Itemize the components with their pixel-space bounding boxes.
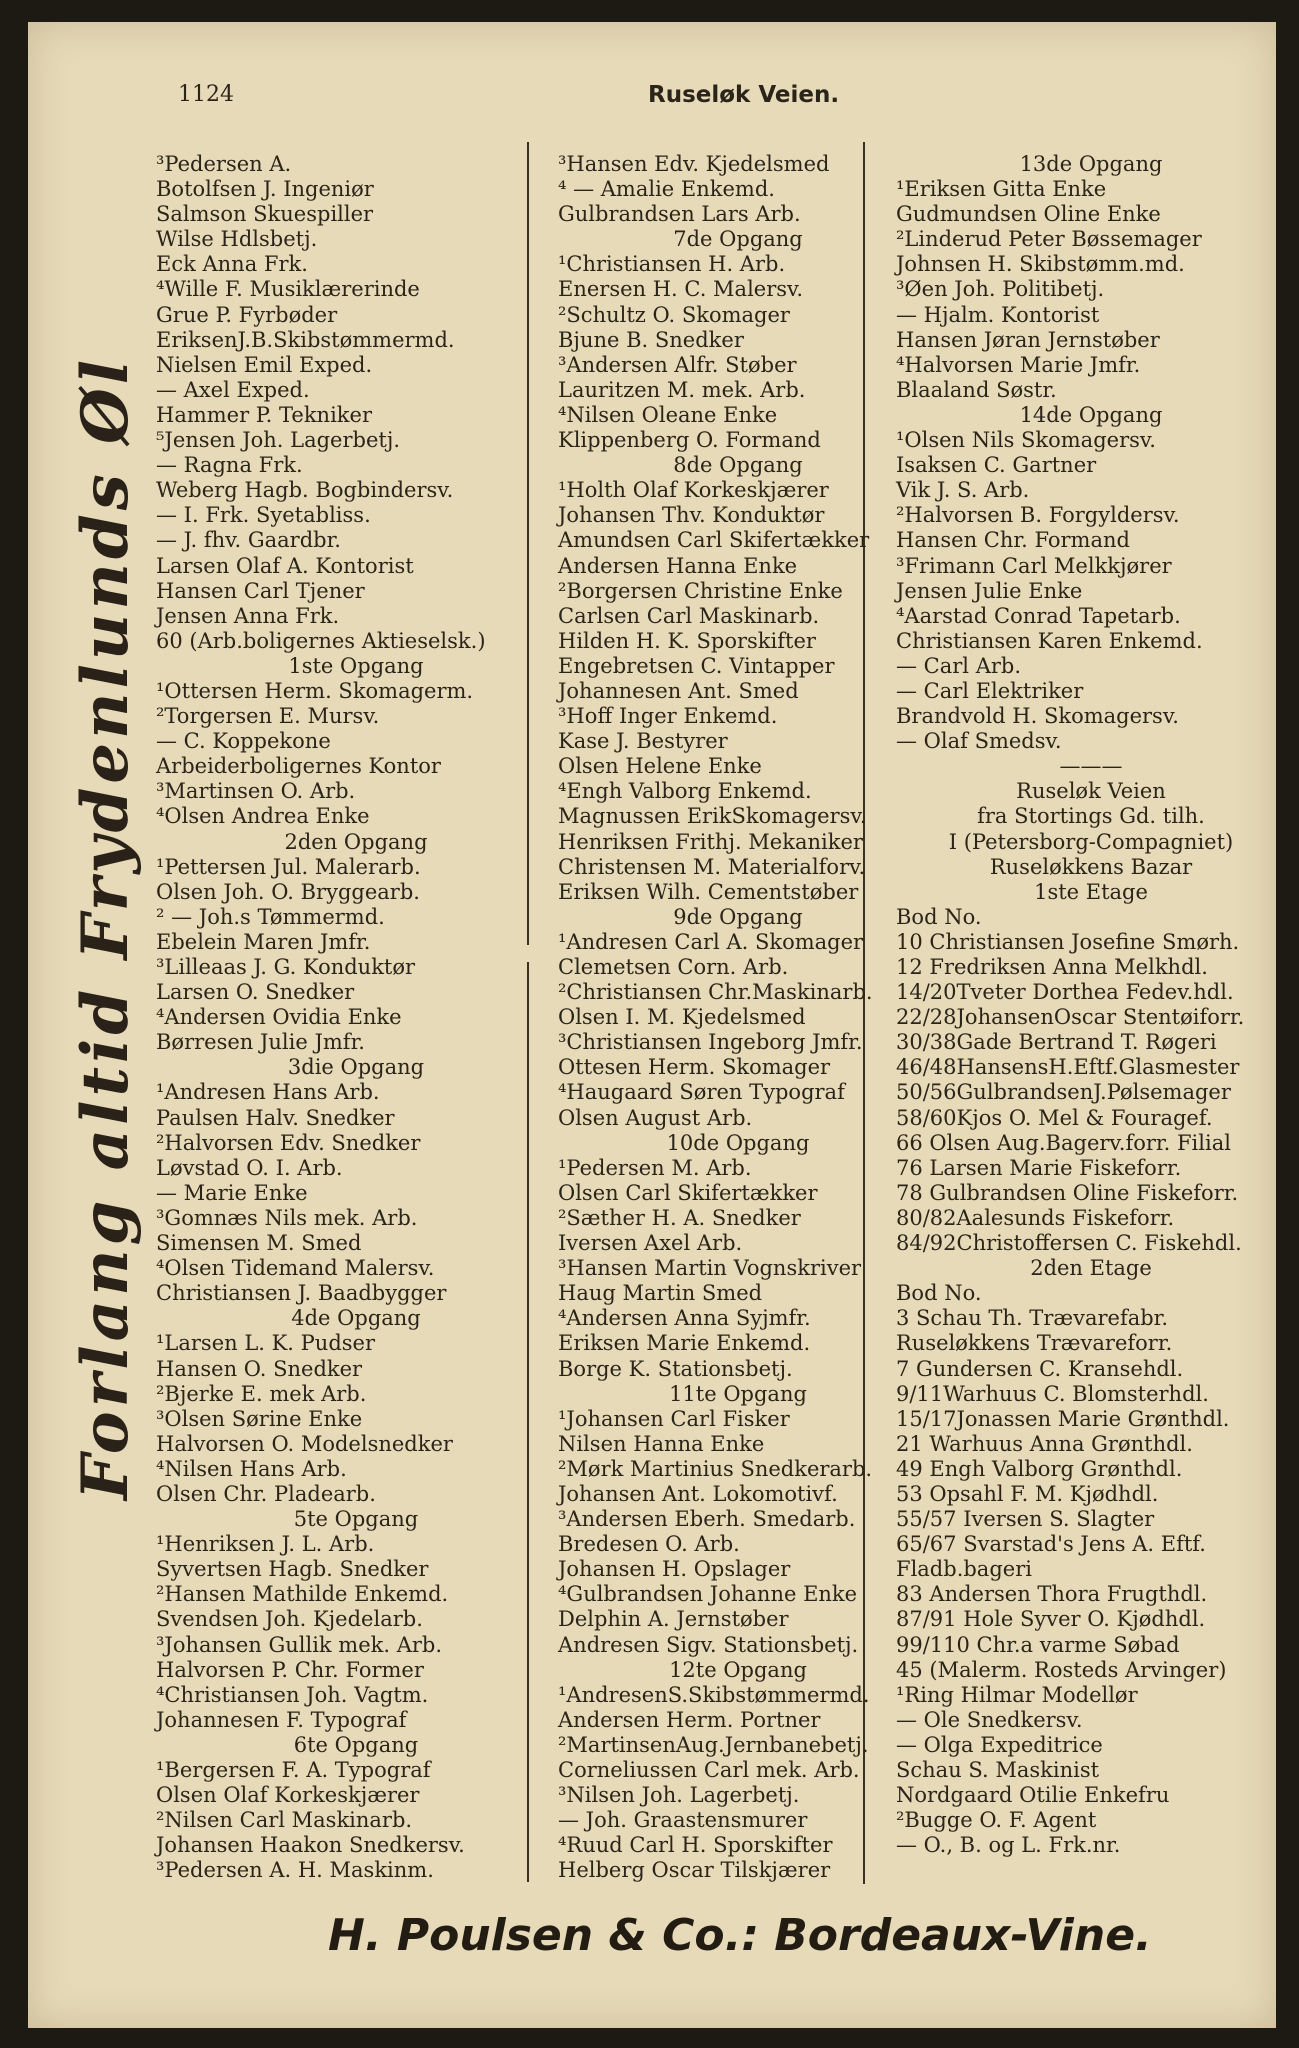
directory-entry: Fladb.bageri [896,1557,1032,1582]
directory-entry: ¹Olsen Nils Skomagersv. [896,428,1156,453]
directory-entry: Olsen I. M. Kjedelsmed [558,1005,806,1030]
directory-entry: Iversen Axel Arb. [558,1231,743,1256]
directory-entry: ⁴ — Amalie Enkemd. [558,177,775,202]
directory-entry: ¹Ottersen Herm. Skomagerm. [156,678,474,703]
directory-entry: 13de Opgang [1019,152,1163,176]
directory-entry: Paulsen Halv. Snedker [156,1105,395,1130]
directory-entry: ²Linderud Peter Bøssemager [896,227,1202,252]
directory-entry: — O., B. og L. Frk.nr. [896,1833,1121,1858]
directory-entry: 30/38Gade Bertrand T. Røgeri [896,1030,1217,1055]
directory-entry: ⁵Jensen Joh. Lagerbetj. [156,428,401,453]
directory-entry: Jensen Julie Enke [896,578,1083,603]
directory-entry: ⁴Halvorsen Marie Jmfr. [896,352,1141,377]
directory-entry: ³Hansen Martin Vognskriver [558,1256,862,1281]
directory-entry: ¹Bergersen F. A. Typograf [156,1758,431,1782]
directory-entry: ²Halvorsen Edv. Snedker [156,1130,421,1155]
directory-entry: — Axel Exped. [156,377,310,402]
directory-entry: Løvstad O. I. Arb. [156,1155,343,1180]
directory-entry: Hansen Carl Tjener [156,578,365,603]
directory-entry: Olsen Carl Skifertækker [558,1180,818,1205]
directory-entry: — Joh. Graastensmurer [558,1808,808,1833]
directory-entry: ²Nilsen Carl Maskinarb. [156,1808,413,1833]
directory-entry: Borge K. Stationsbetj. [558,1356,793,1381]
directory-entry: EriksenJ.B.Skibstømmermd. [156,327,455,352]
directory-entry: ⁴Nilsen Hans Arb. [156,1456,347,1481]
directory-entry: Carlsen Carl Maskinarb. [558,603,820,628]
directory-entry: Eck Anna Frk. [156,252,308,277]
directory-entry: Ruseløkkens Bazar [989,854,1193,879]
directory-entry: 9de Opgang [673,904,803,929]
directory-entry: 14de Opgang [1019,402,1163,427]
directory-entry: Hansen Chr. Formand [896,528,1130,553]
directory-entry: Weberg Hagb. Bogbindersv. [156,478,454,503]
directory-entry: Svendsen Joh. Kjedelarb. [156,1607,423,1632]
directory-entry: Haug Martin Smed [558,1281,763,1306]
directory-entry: — Olga Expeditrice [896,1732,1103,1757]
directory-entry: 7 Gundersen C. Kransehdl. [896,1356,1184,1381]
directory-entry: Klippenberg O. Formand [558,428,821,453]
directory-entry: ¹Ring Hilmar Modellør [896,1682,1138,1707]
directory-entry: 76 Larsen Marie Fiskeforr. [896,1155,1182,1180]
directory-entry: Olsen Chr. Pladearb. [156,1481,376,1506]
directory-entry: ⁴Haugaard Søren Typograf [558,1080,845,1105]
directory-entry: Blaaland Søstr. [896,377,1057,402]
directory-entry: Magnussen ErikSkomagersv. [558,804,867,829]
directory-entry: Børresen Julie Jmfr. [156,1030,365,1055]
directory-entry: Olsen Helene Enke [558,754,762,779]
directory-entry: Isaksen C. Gartner [896,453,1097,478]
directory-entry: ⁴Olsen Andrea Enke [156,804,370,829]
directory-entry: 9/11Warhuus C. Blomsterhdl. [896,1381,1209,1406]
directory-entry: Johansen H. Opslager [558,1557,791,1582]
footer-advertisement: H. Poulsen & Co.: Bordeaux-Vine. [328,1910,1152,1961]
directory-entry: Andresen Sigv. Stationsbetj. [558,1632,859,1657]
directory-entry: Lauritzen M. mek. Arb. [558,377,806,402]
directory-entry: Hammer P. Tekniker [156,402,372,427]
directory-entry: ²Hansen Mathilde Enkemd. [156,1582,449,1607]
directory-entry: 4de Opgang [291,1306,421,1331]
directory-entry: ²Torgersen E. Mursv. [156,704,380,729]
directory-entry: Johnsen H. Skibstømm.md. [896,252,1185,277]
directory-entry: ²Schultz O. Skomager [558,302,790,327]
directory-entry: ²Sæther H. A. Snedker [558,1205,801,1230]
directory-entry: ³Frimann Carl Melkkjører [896,553,1172,578]
directory-entry: 55/57 Iversen S. Slagter [896,1507,1155,1532]
directory-entry: 14/20Tveter Dorthea Fedev.hdl. [896,980,1234,1005]
directory-entry: ⁴Nilsen Oleane Enke [558,402,778,427]
directory-entry: 22/28JohansenOscar Stentøiforr. [896,1005,1245,1030]
directory-entry: — Carl Arb. [896,653,1022,678]
directory-entry: ¹Johansen Carl Fisker [558,1406,790,1431]
directory-entry: Schau S. Maskinist [896,1758,1100,1782]
directory-entry: Halvorsen O. Modelsnedker [156,1431,453,1456]
directory-entry: Ruseløkkens Trævareforr. [896,1331,1173,1356]
directory-entry: ²Bjerke E. mek Arb. [156,1381,367,1406]
directory-entry: 84/92Christoffersen C. Fiskehdl. [896,1231,1242,1256]
directory-entry: ⁴Engh Valborg Enkemd. [558,779,812,804]
directory-entry: ¹Larsen L. K. Pudser [156,1331,376,1356]
directory-entry: Nilsen Hanna Enke [558,1431,765,1456]
directory-entry: 58/60Kjos O. Mel & Fouragef. [896,1105,1213,1130]
directory-entry: 99/110 Chr.a varme Søbad [896,1632,1180,1657]
directory-entry: 8de Opgang [673,453,803,478]
directory-entry: 6te Opgang [293,1732,419,1757]
directory-entry: Olsen Joh. O. Bryggearb. [156,879,420,904]
directory-entry: ¹Christiansen H. Arb. [558,252,786,277]
directory-entry: 10de Opgang [666,1130,810,1155]
directory-entry: 80/82Aalesunds Fiskeforr. [896,1205,1175,1230]
directory-entry: ³Nilsen Joh. Lagerbetj. [558,1783,800,1808]
directory-entry: Olsen Olaf Korkeskjærer [156,1783,420,1808]
directory-entry: 60 (Arb.boligernes Aktieselsk.) [156,628,486,653]
directory-entry: Wilse Hdlsbetj. [156,227,318,252]
directory-entry: Ottesen Herm. Skomager [558,1055,831,1080]
directory-entry: Henriksen Frithj. Mekaniker [558,829,863,854]
directory-entry: Halvorsen P. Chr. Former [156,1657,424,1682]
directory-entry: Simensen M. Smed [156,1231,362,1256]
directory-entry: ⁴Andersen Ovidia Enke [156,1005,402,1030]
directory-entry: 21 Warhuus Anna Grønthdl. [896,1431,1193,1456]
directory-entry: Andersen Hanna Enke [558,553,798,578]
directory-entry: Engebretsen C. Vintapper [558,653,835,678]
directory-entry: Amundsen Carl Skifertækker [558,528,870,553]
directory-entry: Enersen H. C. Malersv. [558,277,804,302]
directory-entry: ¹Henriksen J. L. Arb. [156,1532,375,1557]
directory-entry: 46/48HansensH.Eftf.Glasmester [896,1055,1240,1080]
directory-entry: ² — Joh.s Tømmermd. [156,904,385,929]
directory-entry: ²Mørk Martinius Snedkerarb. [558,1456,873,1481]
directory-entry: — C. Koppekone [156,729,331,754]
directory-entry: — Hjalm. Kontorist [896,302,1100,327]
directory-entry: 3die Opgang [287,1055,425,1080]
directory-entry: Bod No. [896,1281,982,1306]
directory-entry: ²Halvorsen B. Forgyldersv. [896,503,1180,528]
directory-entry: ³Christiansen Ingeborg Jmfr. [558,1030,863,1055]
directory-entry: ¹Pettersen Jul. Malerarb. [156,854,421,879]
directory-entry: 12 Fredriksen Anna Melkhdl. [896,955,1208,979]
directory-entry: 12te Opgang [669,1657,807,1682]
directory-entry: 83 Andersen Thora Frugthdl. [896,1582,1208,1607]
directory-entry: Hilden H. K. Sporskifter [558,628,816,653]
directory-entry: Eriksen Wilh. Cementstøber [558,879,859,904]
directory-entry: Christiansen J. Baadbygger [156,1281,447,1306]
directory-entry: — Ragna Frk. [156,453,303,478]
directory-entry: ²MartinsenAug.Jernbanebetj. [558,1732,869,1757]
directory-entry: Bredesen O. Arb. [558,1532,740,1557]
directory-entry: 1ste Etage [1034,879,1148,904]
directory-entry: Larsen O. Snedker [156,980,355,1005]
directory-entry: 5te Opgang [293,1507,419,1532]
column-left [156,152,556,1883]
column-middle [558,152,918,1883]
directory-entry: Nordgaard Otilie Enkefru [896,1783,1170,1808]
directory-entry: Kase J. Bestyrer [558,729,728,754]
directory-entry: 50/56GulbrandsenJ.Pølsemager [896,1080,1231,1105]
directory-entry: ⁴Gulbrandsen Johanne Enke [558,1582,858,1607]
directory-entry: Ruseløk Veien [1016,779,1166,804]
directory-entry: ⁴Andersen Anna Syjmfr. [558,1306,811,1331]
directory-entry: Syvertsen Hagb. Snedker [156,1557,429,1582]
directory-entry: 1ste Opgang [288,653,424,678]
directory-entry: 15/17Jonassen Marie Grønthdl. [896,1406,1230,1431]
directory-entry: 2den Opgang [284,829,428,854]
directory-entry: Bjune B. Snedker [558,327,744,352]
directory-entry: — Olaf Smedsv. [896,729,1062,754]
directory-entry: Johannesen F. Typograf [156,1707,407,1732]
directory-entry: Helberg Oscar Tilskjærer [558,1858,831,1883]
directory-entry: ³Lilleaas J. G. Konduktør [156,955,416,979]
directory-entry: 3 Schau Th. Trævarefabr. [896,1306,1169,1331]
directory-entry: Gudmundsen Oline Enke [896,202,1161,227]
directory-entry: Hansen Jøran Jernstøber [896,327,1160,352]
directory-entry: ³Gomnæs Nils mek. Arb. [156,1205,418,1230]
directory-entry: ¹Andresen Hans Arb. [156,1080,380,1105]
directory-entry: ³Pedersen A. [156,152,292,176]
directory-entry: I (Petersborg-Compagniet) [948,829,1234,854]
directory-entry: Grue P. Fyrbøder [156,302,338,327]
directory-page [28,22,1276,2028]
directory-entry: Olsen August Arb. [558,1105,753,1130]
directory-entry: Salmson Skuespiller [156,202,374,227]
directory-entry: ³Andersen Eberh. Smedarb. [558,1507,856,1532]
directory-entry: Christiansen Karen Enkemd. [896,628,1203,653]
directory-entry: ³Olsen Sørine Enke [156,1406,363,1431]
directory-entry: ³Øen Joh. Politibetj. [896,277,1105,302]
directory-entry: ¹Andresen Carl A. Skomager [558,929,864,954]
page-title: Ruseløk Veien. [648,82,840,108]
directory-entry: Arbeiderboligernes Kontor [156,754,441,779]
directory-entry: — Carl Elektriker [896,678,1084,703]
directory-entry: — J. fhv. Gaardbr. [156,528,341,553]
column-right [896,152,1286,1858]
directory-entry: Eriksen Marie Enkemd. [558,1331,811,1356]
directory-entry: Johansen Thv. Konduktør [558,503,825,528]
directory-entry: 66 Olsen Aug.Bagerv.forr. Filial [896,1130,1231,1155]
directory-entry: ——— [1059,754,1123,779]
directory-entry: ¹Pedersen M. Arb. [558,1155,752,1180]
directory-entry: 11te Opgang [669,1381,807,1406]
directory-entry: Botolfsen J. Ingeniør [156,177,374,202]
directory-entry: 78 Gulbrandsen Oline Fiskeforr. [896,1180,1239,1205]
directory-entry: 87/91 Hole Syver O. Kjødhdl. [896,1607,1206,1632]
directory-entry: ³Johansen Gullik mek. Arb. [156,1632,443,1657]
directory-entry: Larsen Olaf A. Kontorist [156,553,414,578]
directory-entry: Andersen Herm. Portner [558,1707,821,1732]
directory-entry: Jensen Anna Frk. [156,603,340,628]
directory-entry: 65/67 Svarstad's Jens A. Eftf. [896,1532,1206,1557]
directory-entry: Christensen M. Materialforv. [558,854,866,879]
directory-entry: Brandvold H. Skomagersv. [896,704,1179,729]
directory-entry: Johannesen Ant. Smed [558,678,799,703]
directory-entry: ¹Eriksen Gitta Enke [896,177,1107,202]
directory-entry: ³Hansen Edv. Kjedelsmed [558,152,830,176]
directory-entry: ³Pedersen A. H. Maskinm. [156,1858,434,1883]
directory-entry: ²Christiansen Chr.Maskinarb. [558,980,873,1005]
directory-entry: 10 Christiansen Josefine Smørh. [896,929,1240,954]
directory-entry: 45 (Malerm. Rosteds Arvinger) [896,1657,1227,1682]
directory-entry: Corneliussen Carl mek. Arb. [558,1758,860,1782]
directory-entry: — I. Frk. Syetabliss. [156,503,371,528]
directory-entry: ⁴Aarstad Conrad Tapetarb. [896,603,1181,628]
directory-entry: ³Martinsen O. Arb. [156,779,356,804]
directory-entry: 53 Opsahl F. M. Kjødhdl. [896,1481,1159,1506]
directory-entry: Clemetsen Corn. Arb. [558,955,789,979]
directory-entry: ⁴Wille F. Musiklærerinde [156,277,420,302]
page-number: 1124 [178,82,234,107]
directory-entry: Vik J. S. Arb. [896,478,1030,503]
directory-entry: ⁴Christiansen Joh. Vagtm. [156,1682,429,1707]
directory-entry: ⁴Ruud Carl H. Sporskifter [558,1833,833,1858]
directory-entry: 49 Engh Valborg Grønthdl. [896,1456,1183,1481]
directory-entry: ³Andersen Alfr. Støber [558,352,797,377]
directory-entry: ¹AndresenS.Skibstømmermd. [558,1682,870,1707]
directory-entry: ²Bugge O. F. Agent [896,1808,1097,1833]
directory-entry: 2den Etage [1030,1256,1152,1281]
directory-entry: Bod No. [896,904,982,929]
directory-entry: Gulbrandsen Lars Arb. [558,202,801,227]
directory-entry: fra Stortings Gd. tilh. [977,804,1205,829]
directory-entry: ⁴Olsen Tidemand Malersv. [156,1256,435,1281]
directory-entry: — Ole Snedkersv. [896,1707,1083,1732]
directory-entry: — Marie Enke [156,1180,308,1205]
directory-entry: Johansen Ant. Lokomotivf. [558,1481,838,1506]
directory-entry: Delphin A. Jernstøber [558,1607,789,1632]
directory-entry: 7de Opgang [673,227,803,252]
directory-entry: Johansen Haakon Snedkersv. [156,1833,465,1858]
directory-entry: ¹Holth Olaf Korkeskjærer [558,478,829,503]
directory-entry: ²Borgersen Christine Enke [558,578,843,603]
directory-entry: ³Hoff Inger Enkemd. [558,704,778,729]
directory-entry: Nielsen Emil Exped. [156,352,373,377]
vertical-advertisement: Forlang altid Frydenlunds Øl [68,355,143,1500]
directory-entry: Ebelein Maren Jmfr. [156,929,371,954]
directory-entry: Hansen O. Snedker [156,1356,363,1381]
